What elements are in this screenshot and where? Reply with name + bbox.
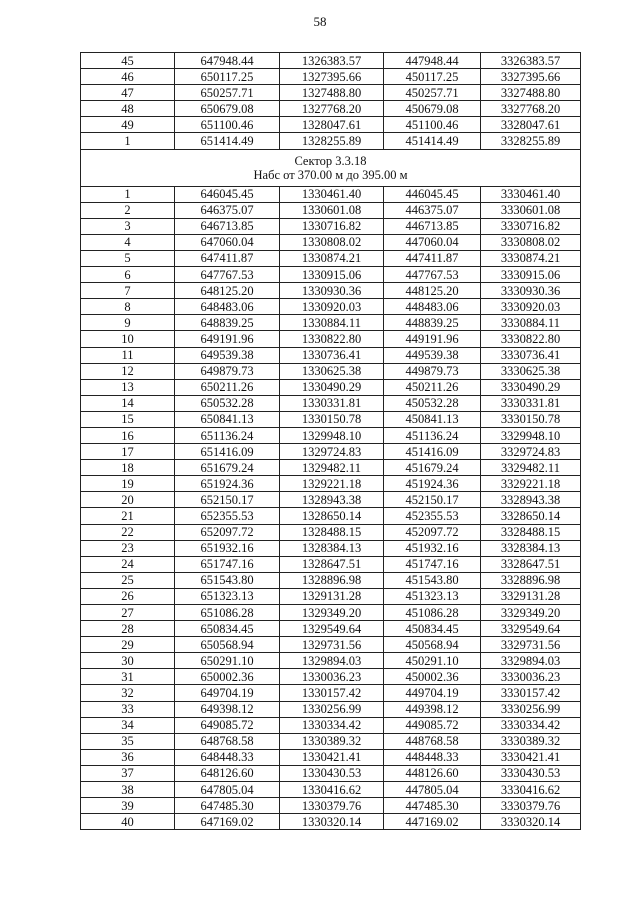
y2-cell: 3330150.78 [481,411,581,427]
y1-cell: 1330884.11 [280,315,384,331]
point-number-cell: 12 [81,363,175,379]
table-row [81,250,581,266]
x1-cell: 651747.16 [175,556,280,572]
table-row [81,283,581,299]
point-number-cell: 37 [81,765,175,781]
x2-cell: 448483.06 [384,299,481,315]
x2-cell: 449879.73 [384,363,481,379]
y2-cell: 3328488.15 [481,524,581,540]
point-number-cell: 31 [81,669,175,685]
y1-cell: 1330150.78 [280,411,384,427]
y1-cell: 1330334.42 [280,717,384,733]
x1-cell: 651323.13 [175,588,280,604]
sector-title-cell [81,149,581,186]
point-number-cell: 1 [81,186,175,202]
x1-cell: 648839.25 [175,315,280,331]
point-number-cell: 38 [81,782,175,798]
table-row [81,427,581,443]
table-row [81,508,581,524]
x2-cell: 449398.12 [384,701,481,717]
y1-cell: 1328488.15 [280,524,384,540]
y2-cell: 3330421.41 [481,749,581,765]
x2-cell: 449191.96 [384,331,481,347]
y2-cell: 3330331.81 [481,395,581,411]
x1-cell: 650679.08 [175,101,280,117]
point-number-cell: 26 [81,588,175,604]
table-row [81,315,581,331]
x1-cell: 647767.53 [175,267,280,283]
x2-cell: 451086.28 [384,605,481,621]
table-row [81,765,581,781]
point-number-cell: 20 [81,492,175,508]
table-row [81,444,581,460]
point-number-cell: 48 [81,101,175,117]
x2-cell: 447411.87 [384,250,481,266]
table-row [81,701,581,717]
y2-cell: 3330874.21 [481,250,581,266]
point-number-cell: 33 [81,701,175,717]
point-number-cell: 32 [81,685,175,701]
y2-cell: 3328384.13 [481,540,581,556]
y1-cell: 1327488.80 [280,85,384,101]
sector-header [81,149,581,186]
y1-cell: 1330379.76 [280,798,384,814]
y2-cell: 3326383.57 [481,53,581,69]
coordinates-table [80,52,581,830]
x2-cell: 451543.80 [384,572,481,588]
y1-cell: 1330874.21 [280,250,384,266]
y1-cell: 1329549.64 [280,621,384,637]
y1-cell: 1330331.81 [280,395,384,411]
y2-cell: 3330930.36 [481,283,581,299]
x1-cell: 651414.49 [175,133,280,149]
table-row [81,85,581,101]
table-row [81,814,581,830]
x2-cell: 448125.20 [384,283,481,299]
y2-cell: 3328255.89 [481,133,581,149]
x1-cell: 650568.94 [175,637,280,653]
y1-cell: 1330430.53 [280,765,384,781]
y1-cell: 1330822.80 [280,331,384,347]
x2-cell: 450291.10 [384,653,481,669]
point-number-cell: 24 [81,556,175,572]
x2-cell: 450257.71 [384,85,481,101]
x1-cell: 649085.72 [175,717,280,733]
table-body-previous-sector [81,53,581,150]
x2-cell: 450834.45 [384,621,481,637]
y2-cell: 3329349.20 [481,605,581,621]
x1-cell: 651136.24 [175,427,280,443]
x2-cell: 452150.17 [384,492,481,508]
x1-cell: 648768.58 [175,733,280,749]
x2-cell: 450568.94 [384,637,481,653]
y1-cell: 1330736.41 [280,347,384,363]
table-row [81,347,581,363]
x2-cell: 451679.24 [384,460,481,476]
y2-cell: 3330808.02 [481,234,581,250]
y1-cell: 1330625.38 [280,363,384,379]
table-row [81,782,581,798]
point-number-cell: 49 [81,117,175,133]
x2-cell: 451323.13 [384,588,481,604]
y2-cell: 3330736.41 [481,347,581,363]
x2-cell: 451924.36 [384,476,481,492]
y2-cell: 3330430.53 [481,765,581,781]
y2-cell: 3330389.32 [481,733,581,749]
y1-cell: 1330716.82 [280,218,384,234]
table-row [81,492,581,508]
x1-cell: 652150.17 [175,492,280,508]
table-row [81,637,581,653]
y1-cell: 1330808.02 [280,234,384,250]
x1-cell: 648483.06 [175,299,280,315]
x2-cell: 452097.72 [384,524,481,540]
y1-cell: 1330320.14 [280,814,384,830]
x1-cell: 650117.25 [175,69,280,85]
point-number-cell: 3 [81,218,175,234]
table-row [81,460,581,476]
y2-cell: 3327488.80 [481,85,581,101]
y2-cell: 3330461.40 [481,186,581,202]
y2-cell: 3328896.98 [481,572,581,588]
x2-cell: 452355.53 [384,508,481,524]
x1-cell: 650257.71 [175,85,280,101]
y2-cell: 3330625.38 [481,363,581,379]
table-row [81,234,581,250]
y1-cell: 1328647.51 [280,556,384,572]
y2-cell: 3329724.83 [481,444,581,460]
x2-cell: 448448.33 [384,749,481,765]
table-row [81,133,581,149]
x2-cell: 450117.25 [384,69,481,85]
x2-cell: 451747.16 [384,556,481,572]
point-number-cell: 19 [81,476,175,492]
x1-cell: 651543.80 [175,572,280,588]
x2-cell: 447767.53 [384,267,481,283]
y1-cell: 1329948.10 [280,427,384,443]
y2-cell: 3330320.14 [481,814,581,830]
y1-cell: 1327768.20 [280,101,384,117]
y2-cell: 3330379.76 [481,798,581,814]
y2-cell: 3330490.29 [481,379,581,395]
y1-cell: 1330416.62 [280,782,384,798]
x2-cell: 446375.07 [384,202,481,218]
x2-cell: 447169.02 [384,814,481,830]
table-row [81,331,581,347]
point-number-cell: 10 [81,331,175,347]
x1-cell: 651924.36 [175,476,280,492]
point-number-cell: 8 [81,299,175,315]
x2-cell: 449704.19 [384,685,481,701]
y2-cell: 3330884.11 [481,315,581,331]
point-number-cell: 45 [81,53,175,69]
y1-cell: 1330601.08 [280,202,384,218]
point-number-cell: 28 [81,621,175,637]
y2-cell: 3328647.51 [481,556,581,572]
y2-cell: 3330915.06 [481,267,581,283]
point-number-cell: 22 [81,524,175,540]
y1-cell: 1328943.38 [280,492,384,508]
table-row [81,572,581,588]
x2-cell: 448126.60 [384,765,481,781]
table-row [81,267,581,283]
y2-cell: 3330601.08 [481,202,581,218]
y2-cell: 3330256.99 [481,701,581,717]
point-number-cell: 39 [81,798,175,814]
x1-cell: 650841.13 [175,411,280,427]
x1-cell: 651416.09 [175,444,280,460]
point-number-cell: 36 [81,749,175,765]
y2-cell: 3330416.62 [481,782,581,798]
x2-cell: 450211.26 [384,379,481,395]
x2-cell: 447060.04 [384,234,481,250]
table-row [81,117,581,133]
point-number-cell: 25 [81,572,175,588]
x2-cell: 447948.44 [384,53,481,69]
y2-cell: 3329731.56 [481,637,581,653]
x2-cell: 451414.49 [384,133,481,149]
table-row [81,218,581,234]
x2-cell: 446045.45 [384,186,481,202]
y2-cell: 3329948.10 [481,427,581,443]
y2-cell: 3330334.42 [481,717,581,733]
y2-cell: 3329894.03 [481,653,581,669]
point-number-cell: 9 [81,315,175,331]
x1-cell: 647485.30 [175,798,280,814]
x1-cell: 650002.36 [175,669,280,685]
y1-cell: 1329894.03 [280,653,384,669]
point-number-cell: 7 [81,283,175,299]
x2-cell: 448768.58 [384,733,481,749]
x1-cell: 647948.44 [175,53,280,69]
table-row [81,411,581,427]
table-row [81,556,581,572]
x1-cell: 648126.60 [175,765,280,781]
x1-cell: 649398.12 [175,701,280,717]
table-row [81,685,581,701]
point-number-cell: 2 [81,202,175,218]
table-row [81,733,581,749]
table-row [81,798,581,814]
x2-cell: 446713.85 [384,218,481,234]
table-row [81,202,581,218]
y1-cell: 1330036.23 [280,669,384,685]
x1-cell: 649879.73 [175,363,280,379]
table-row [81,605,581,621]
x2-cell: 451100.46 [384,117,481,133]
y2-cell: 3328943.38 [481,492,581,508]
point-number-cell: 23 [81,540,175,556]
point-number-cell: 17 [81,444,175,460]
table-row [81,540,581,556]
y2-cell: 3329482.11 [481,460,581,476]
x2-cell: 448839.25 [384,315,481,331]
table-row [81,621,581,637]
y1-cell: 1330490.29 [280,379,384,395]
y1-cell: 1328255.89 [280,133,384,149]
x1-cell: 646375.07 [175,202,280,218]
x1-cell: 651932.16 [175,540,280,556]
point-number-cell: 18 [81,460,175,476]
y1-cell: 1329131.28 [280,588,384,604]
y1-cell: 1327395.66 [280,69,384,85]
x2-cell: 450532.28 [384,395,481,411]
point-number-cell: 21 [81,508,175,524]
sector-height-range: Набс от 370.00 м до 395.00 м [253,167,408,182]
x1-cell: 651100.46 [175,117,280,133]
point-number-cell: 27 [81,605,175,621]
point-number-cell: 1 [81,133,175,149]
sector-title: Сектор 3.3.18 [294,153,367,168]
point-number-cell: 47 [81,85,175,101]
point-number-cell: 30 [81,653,175,669]
x2-cell: 450002.36 [384,669,481,685]
y1-cell: 1330389.32 [280,733,384,749]
y1-cell: 1326383.57 [280,53,384,69]
point-number-cell: 40 [81,814,175,830]
x2-cell: 451932.16 [384,540,481,556]
y2-cell: 3327395.66 [481,69,581,85]
x1-cell: 648125.20 [175,283,280,299]
y1-cell: 1329731.56 [280,637,384,653]
x1-cell: 649539.38 [175,347,280,363]
y1-cell: 1330915.06 [280,267,384,283]
x1-cell: 650834.45 [175,621,280,637]
x1-cell: 647060.04 [175,234,280,250]
point-number-cell: 46 [81,69,175,85]
y1-cell: 1328650.14 [280,508,384,524]
y1-cell: 1328047.61 [280,117,384,133]
y1-cell: 1330421.41 [280,749,384,765]
table-row [81,717,581,733]
point-number-cell: 13 [81,379,175,395]
x1-cell: 647805.04 [175,782,280,798]
y1-cell: 1330157.42 [280,685,384,701]
table-row [81,53,581,69]
point-number-cell: 29 [81,637,175,653]
table-row [81,669,581,685]
sector-header-row [81,149,581,186]
y2-cell: 3330036.23 [481,669,581,685]
x2-cell: 450679.08 [384,101,481,117]
table-row [81,476,581,492]
x2-cell: 447485.30 [384,798,481,814]
point-number-cell: 16 [81,427,175,443]
x1-cell: 651679.24 [175,460,280,476]
table-row [81,186,581,202]
y1-cell: 1330930.36 [280,283,384,299]
y1-cell: 1329349.20 [280,605,384,621]
y1-cell: 1329724.83 [280,444,384,460]
y1-cell: 1330461.40 [280,186,384,202]
y1-cell: 1329221.18 [280,476,384,492]
x2-cell: 451136.24 [384,427,481,443]
y2-cell: 3330716.82 [481,218,581,234]
y2-cell: 3329131.28 [481,588,581,604]
x2-cell: 449539.38 [384,347,481,363]
table-row [81,749,581,765]
y1-cell: 1330920.03 [280,299,384,315]
y2-cell: 3327768.20 [481,101,581,117]
x2-cell: 447805.04 [384,782,481,798]
x2-cell: 451416.09 [384,444,481,460]
y2-cell: 3330920.03 [481,299,581,315]
y2-cell: 3329549.64 [481,621,581,637]
point-number-cell: 34 [81,717,175,733]
y2-cell: 3329221.18 [481,476,581,492]
table-row [81,101,581,117]
y1-cell: 1328384.13 [280,540,384,556]
point-number-cell: 6 [81,267,175,283]
x2-cell: 449085.72 [384,717,481,733]
x1-cell: 650532.28 [175,395,280,411]
x1-cell: 650291.10 [175,653,280,669]
x2-cell: 450841.13 [384,411,481,427]
y1-cell: 1328896.98 [280,572,384,588]
y2-cell: 3328650.14 [481,508,581,524]
table-row [81,69,581,85]
x1-cell: 652097.72 [175,524,280,540]
x1-cell: 649191.96 [175,331,280,347]
table-row [81,524,581,540]
y1-cell: 1329482.11 [280,460,384,476]
x1-cell: 650211.26 [175,379,280,395]
x1-cell: 646713.85 [175,218,280,234]
point-number-cell: 35 [81,733,175,749]
table-row [81,588,581,604]
point-number-cell: 14 [81,395,175,411]
y1-cell: 1330256.99 [280,701,384,717]
page-number: 58 [313,14,327,29]
point-number-cell: 15 [81,411,175,427]
table-row [81,363,581,379]
x1-cell: 647411.87 [175,250,280,266]
table-body-sector-3-3-18 [81,186,581,830]
y2-cell: 3330822.80 [481,331,581,347]
y2-cell: 3330157.42 [481,685,581,701]
table-row [81,299,581,315]
x1-cell: 651086.28 [175,605,280,621]
table-row [81,379,581,395]
x1-cell: 646045.45 [175,186,280,202]
point-number-cell: 11 [81,347,175,363]
point-number-cell: 5 [81,250,175,266]
x1-cell: 649704.19 [175,685,280,701]
x1-cell: 652355.53 [175,508,280,524]
x1-cell: 647169.02 [175,814,280,830]
table-row [81,653,581,669]
point-number-cell: 4 [81,234,175,250]
y2-cell: 3328047.61 [481,117,581,133]
x1-cell: 648448.33 [175,749,280,765]
table-row [81,395,581,411]
